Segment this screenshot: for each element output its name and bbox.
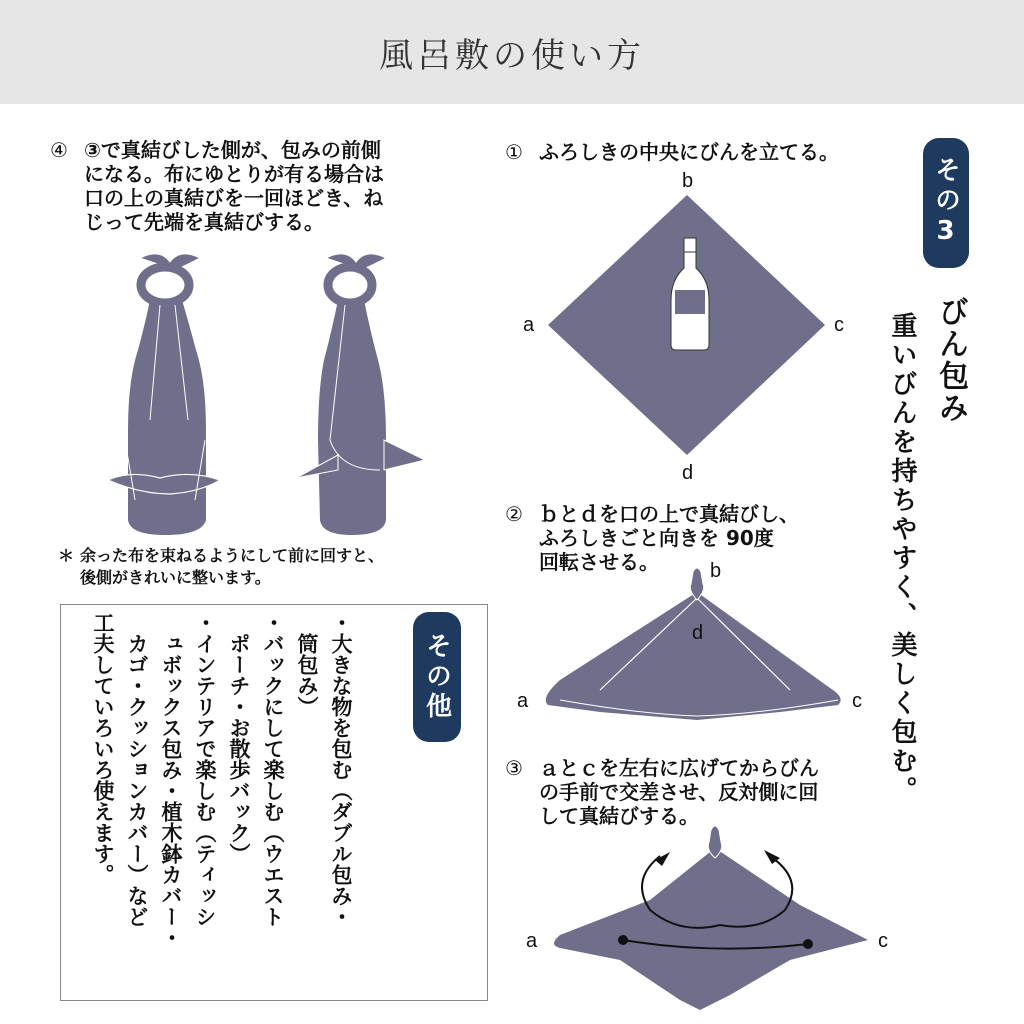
step-3-line-3: して真結びする。 — [539, 804, 699, 828]
wrapped-bottle-front — [128, 300, 206, 535]
step-3-number: ③ — [505, 756, 523, 780]
step-2-line-3: 回転させる。 — [539, 550, 659, 574]
label-b-step2: b — [710, 560, 722, 582]
other-line-4: ポーチ・お散歩バック） — [227, 612, 251, 864]
cloth-folded — [546, 592, 841, 720]
step-4-illustration-side — [296, 254, 425, 535]
step-1-illustration — [548, 195, 825, 455]
label-c-step3: c — [878, 930, 888, 952]
step-2-line-1: ｂとｄを口の上で真結びし、 — [539, 502, 799, 526]
section-badge-3: その3 — [923, 138, 969, 268]
wrapped-bottle-side — [318, 300, 386, 535]
label-a-step3: a — [526, 930, 538, 952]
step-1-number: ① — [505, 140, 523, 164]
label-a-step2: a — [517, 690, 529, 712]
step-4-illustration-front — [108, 254, 220, 535]
ring-knot — [328, 267, 372, 303]
step-4-line-2: になる。布にゆとりが有る場合は — [84, 162, 384, 186]
other-line-7: カゴ・クッションカバー）など — [125, 612, 149, 927]
step-3-line-1: ａとｃを左右に広げてからびん — [539, 756, 819, 780]
step-2-number: ② — [505, 502, 523, 526]
step-3-line-2: の手前で交差させ、反対側に回 — [539, 780, 819, 804]
other-line-2: 筒包み） — [295, 612, 319, 717]
step-4-line-1: ③で真結びした側が、包みの前側 — [84, 138, 381, 162]
other-line-1: ・大きな物を包む（ダブル包み・ — [329, 612, 353, 927]
step-4-number: ④ — [50, 138, 68, 162]
page-title: 風呂敷の使い方 — [379, 35, 645, 76]
cloth-spread — [554, 848, 868, 1010]
other-line-3: ・バックにして楽しむ（ウエスト — [261, 612, 285, 927]
label-b-step1: b — [682, 170, 694, 192]
step-1-line: ふろしきの中央にびんを立てる。 — [539, 140, 839, 164]
step-4-line-3: 口の上の真結びを一回ほどき、ね — [84, 186, 384, 210]
step-3-illustration — [554, 826, 868, 1010]
label-a-step1: a — [523, 314, 535, 336]
other-line-8: 工夫していろいろ使えます。 — [91, 612, 115, 885]
note-line-1: 余った布を束ねるようにして前に回すと、 — [80, 546, 385, 565]
label-d-step2: d — [692, 622, 704, 644]
ring-knot — [141, 267, 189, 303]
step-2-line-2: ふろしきごと向きを 90度 — [539, 526, 774, 550]
note-line-2: 後側がきれいに整います。 — [80, 568, 271, 587]
label-d-step1: d — [682, 462, 694, 484]
section-badge-other: その他 — [413, 612, 461, 742]
label-c-step2: c — [852, 690, 862, 712]
knot-icon — [708, 826, 722, 858]
section-subtitle: 重いびんを持ちやすく、美しく包む。 — [887, 312, 917, 805]
other-line-6: ュボックス包み・植木鉢カバー・ — [159, 612, 183, 948]
label-c-step1: c — [834, 314, 844, 336]
other-line-5: ・インテリアで楽しむ（ティッシ — [193, 612, 217, 927]
asterisk-mark: ＊ — [58, 546, 75, 565]
section-title: びん包み — [933, 296, 968, 424]
step-4-line-4: じって先端を真結びする。 — [84, 210, 324, 234]
